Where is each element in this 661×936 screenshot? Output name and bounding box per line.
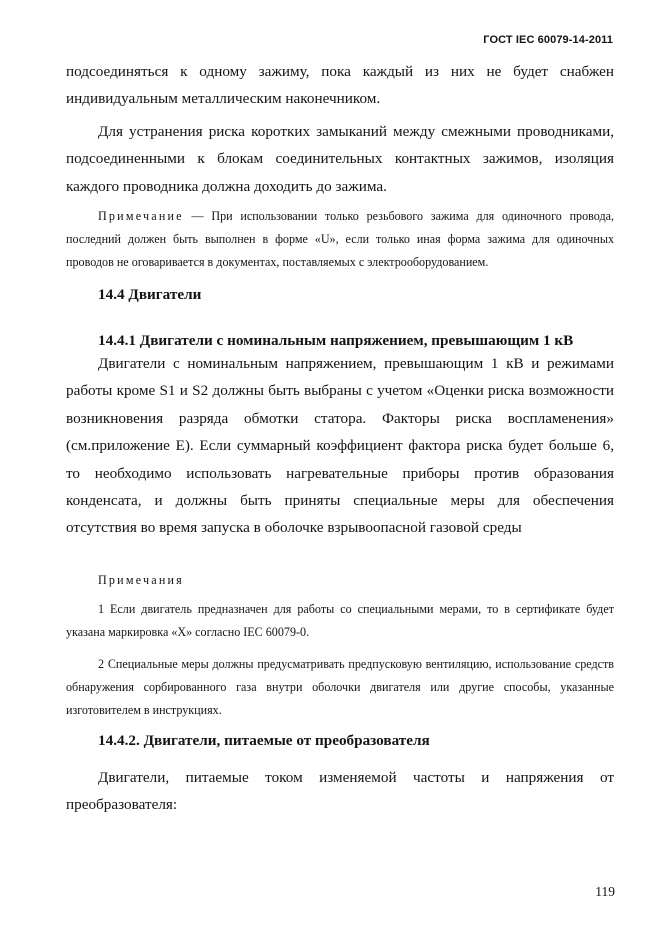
section-heading-14-4-2: 14.4.2. Двигатели, питаемые от преобразователя [98, 732, 430, 749]
section-heading-14-4: 14.4 Двигатели [98, 286, 202, 303]
notes-heading: Примечания [98, 573, 184, 587]
note-item-2: 2 Специальные меры должны предусматривать предпусковую вентиляцию, использование средств обнаружения сорбированного газа внутри оболочки двигателя или другие способы, указанные изготовителем в инструкциях. [66, 657, 614, 718]
note-item-1: 1 Если двигатель предназначен для работы со специальными мерами, то в сертификате будет указана маркировка «X» согласно IEC 60079-0. [66, 602, 614, 640]
paragraph-motors-high-voltage: Двигатели с номинальным напряжением, превышающим 1 кВ и режимами работы кроме S1 и S2 должны быть выбраны с учетом «Оценки риска возможности возникновения разряда обмотки статора. Факторы риска воспламенения» (см.приложение E). Если суммарный коэффициент фактора риска будет больше 6, то необходимо использовать нагревательные приборы против образования конденсата, и должны быть приняты специальные меры для обеспечения отсутствия во время запуска в оболочке взрывоопасной газовой среды [66, 355, 614, 537]
page-number: 119 [595, 884, 615, 899]
paragraph-converter-motors: Двигатели, питаемые током изменяемой частоты и напряжения от преобразователя: [66, 769, 614, 814]
paragraph-short-circuit: Для устранения риска коротких замыканий между смежными проводниками, подсоединенными к блокам соединительных контактных зажимов, изоляция каждого проводника должна доходить до зажима. [66, 123, 614, 195]
note-dash: — [183, 209, 212, 223]
note-terminal [66, 205, 614, 275]
note-body: При использовании только резьбового зажима для одиночного провода, последний должен быть выполнен в форме «U», если только иная форма зажима для одиночных проводов не оговаривается в документах, поставляемых с электрооборудованием. [66, 209, 615, 270]
section-heading-14-4-1: 14.4.1 Двигатели с номинальным напряжением, превышающим 1 кВ [98, 332, 574, 349]
document-header: ГОСТ IEC 60079-14-2011 [483, 34, 613, 46]
note-label: Примечание [98, 209, 184, 223]
paragraph-continuation: подсоединяться к одному зажиму, пока каждый из них не будет снабжен индивидуальным металлическим наконечником. [66, 63, 614, 108]
